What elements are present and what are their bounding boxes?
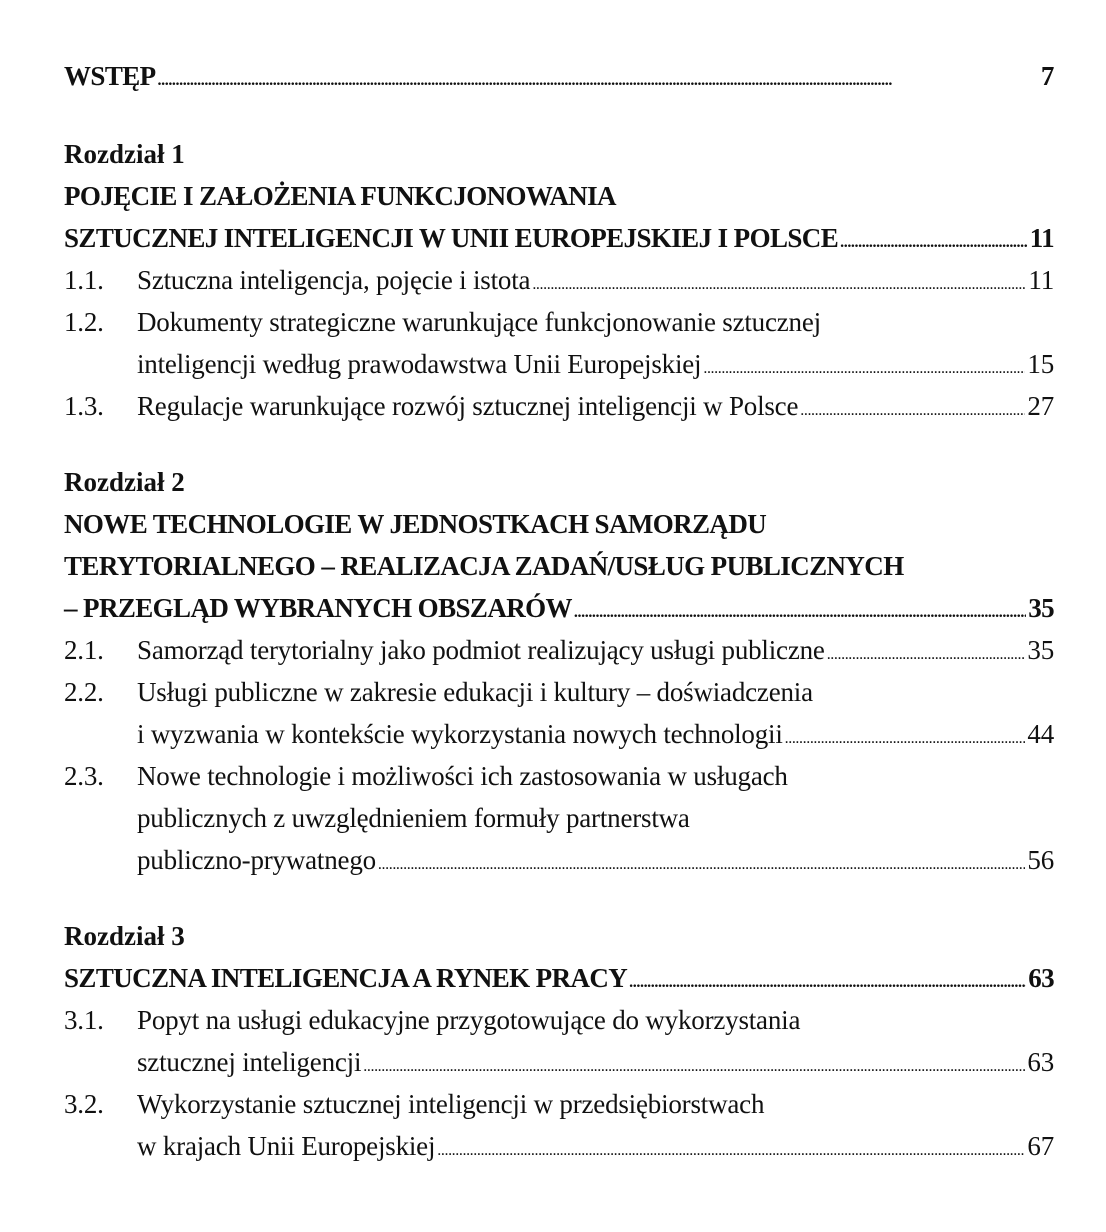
dot-leader (574, 587, 1026, 634)
dot-leader (532, 259, 1026, 306)
section-title: Sztuczna inteligencja, pojęcie i istota (137, 265, 531, 295)
chapter-label: Rozdział 1 (64, 139, 185, 169)
chapter-title-line (64, 217, 1054, 259)
section-title: publicznych z uwzględnieniem formuły partnerstwa (137, 803, 690, 833)
dot-leader (827, 629, 1026, 676)
section-title: publiczno-prywatnego (137, 845, 376, 875)
dot-leader (800, 385, 1025, 432)
chapter-3 (64, 915, 1054, 1167)
section-entry (64, 755, 1054, 797)
section-number: 2.2. (64, 677, 104, 707)
section-title: Dokumenty strategiczne warunkujące funkcjonowanie sztucznej (137, 307, 821, 337)
table-of-contents (64, 55, 1054, 1167)
dot-leader (363, 1041, 1025, 1088)
section-entry-continued (64, 343, 1054, 385)
section-number: 3.1. (64, 1005, 104, 1035)
chapter-title-line (64, 545, 1054, 587)
section-number: 1.1. (64, 265, 104, 295)
chapter-title-text: NOWE TECHNOLOGIE W JEDNOSTKACH SAMORZĄDU (64, 509, 767, 539)
chapter-page: 35 (1028, 593, 1054, 623)
chapter-2 (64, 461, 1054, 881)
section-entry (64, 259, 1054, 301)
chapter-title-line (64, 175, 1054, 217)
section-number: 2.3. (64, 761, 104, 791)
section-title: w krajach Unii Europejskiej (137, 1131, 436, 1161)
dot-leader (158, 55, 1039, 102)
section-entry (64, 999, 1054, 1041)
section-page: 11 (1028, 265, 1054, 295)
section-entry-continued (64, 713, 1054, 755)
section-entry (64, 301, 1054, 343)
chapter-label: Rozdział 2 (64, 467, 185, 497)
dot-leader (703, 343, 1025, 390)
section-title: Usługi publiczne w zakresie edukacji i kultury – doświadczenia (137, 677, 813, 707)
section-title: Wykorzystanie sztucznej inteligencji w przedsiębiorstwach (137, 1089, 765, 1119)
section-title: Samorząd terytorialny jako podmiot realizujący usługi publiczne (137, 635, 825, 665)
section-number: 1.3. (64, 391, 104, 421)
dot-leader (378, 839, 1025, 886)
section-page: 56 (1027, 845, 1054, 875)
chapter-title-text: POJĘCIE I ZAŁOŻENIA FUNKCJONOWANIA (64, 181, 616, 211)
dot-leader (840, 217, 1028, 264)
section-entry-continued (64, 1125, 1054, 1167)
chapter-label: Rozdział 3 (64, 921, 185, 951)
section-entry-continued (64, 797, 1054, 839)
section-number: 2.1. (64, 635, 104, 665)
dot-leader (785, 713, 1026, 760)
section-number: 3.2. (64, 1089, 104, 1119)
section-title: inteligencji według prawodawstwa Unii Europejskiej (137, 349, 702, 379)
toc-entry-intro (64, 55, 1054, 97)
section-title: Nowe technologie i możliwości ich zastosowania w usługach (137, 761, 788, 791)
section-page: 67 (1027, 1131, 1054, 1161)
section-title: Regulacje warunkujące rozwój sztucznej inteligencji w Polsce (137, 391, 799, 421)
section-title: sztucznej inteligencji (137, 1047, 362, 1077)
section-page: 44 (1027, 719, 1054, 749)
section-page: 35 (1027, 635, 1054, 665)
section-entry (64, 385, 1054, 427)
section-page: 63 (1027, 1047, 1054, 1077)
section-title: i wyzwania w kontekście wykorzystania nowych technologii (137, 719, 783, 749)
chapter-title-line (64, 503, 1054, 545)
chapter-title-text: SZTUCZNEJ INTELIGENCJI W UNII EUROPEJSKIEJ I POLSCE (64, 223, 839, 253)
chapter-page: 11 (1029, 223, 1054, 253)
section-number: 1.2. (64, 307, 104, 337)
section-entry-continued (64, 1041, 1054, 1083)
dot-leader (629, 957, 1026, 1004)
section-title: Popyt na usługi edukacyjne przygotowujące do wykorzystania (137, 1005, 801, 1035)
chapter-1 (64, 133, 1054, 427)
chapter-title-line (64, 587, 1054, 629)
section-entry (64, 671, 1054, 713)
chapter-title-text: – PRZEGLĄD WYBRANYCH OBSZARÓW (64, 593, 572, 623)
chapter-title-text: SZTUCZNA INTELIGENCJA A RYNEK PRACY (64, 963, 628, 993)
chapter-title-text: TERYTORIALNEGO – REALIZACJA ZADAŃ/USŁUG PUBLICZNYCH (64, 551, 904, 581)
chapter-title-line (64, 957, 1054, 999)
intro-title: WSTĘP (64, 61, 156, 91)
section-entry (64, 1083, 1054, 1125)
section-page: 15 (1027, 349, 1054, 379)
section-entry (64, 629, 1054, 671)
section-page: 27 (1027, 391, 1054, 421)
chapter-page: 63 (1028, 963, 1054, 993)
section-entry-continued (64, 839, 1054, 881)
dot-leader (437, 1125, 1025, 1172)
intro-page: 7 (1040, 61, 1054, 91)
